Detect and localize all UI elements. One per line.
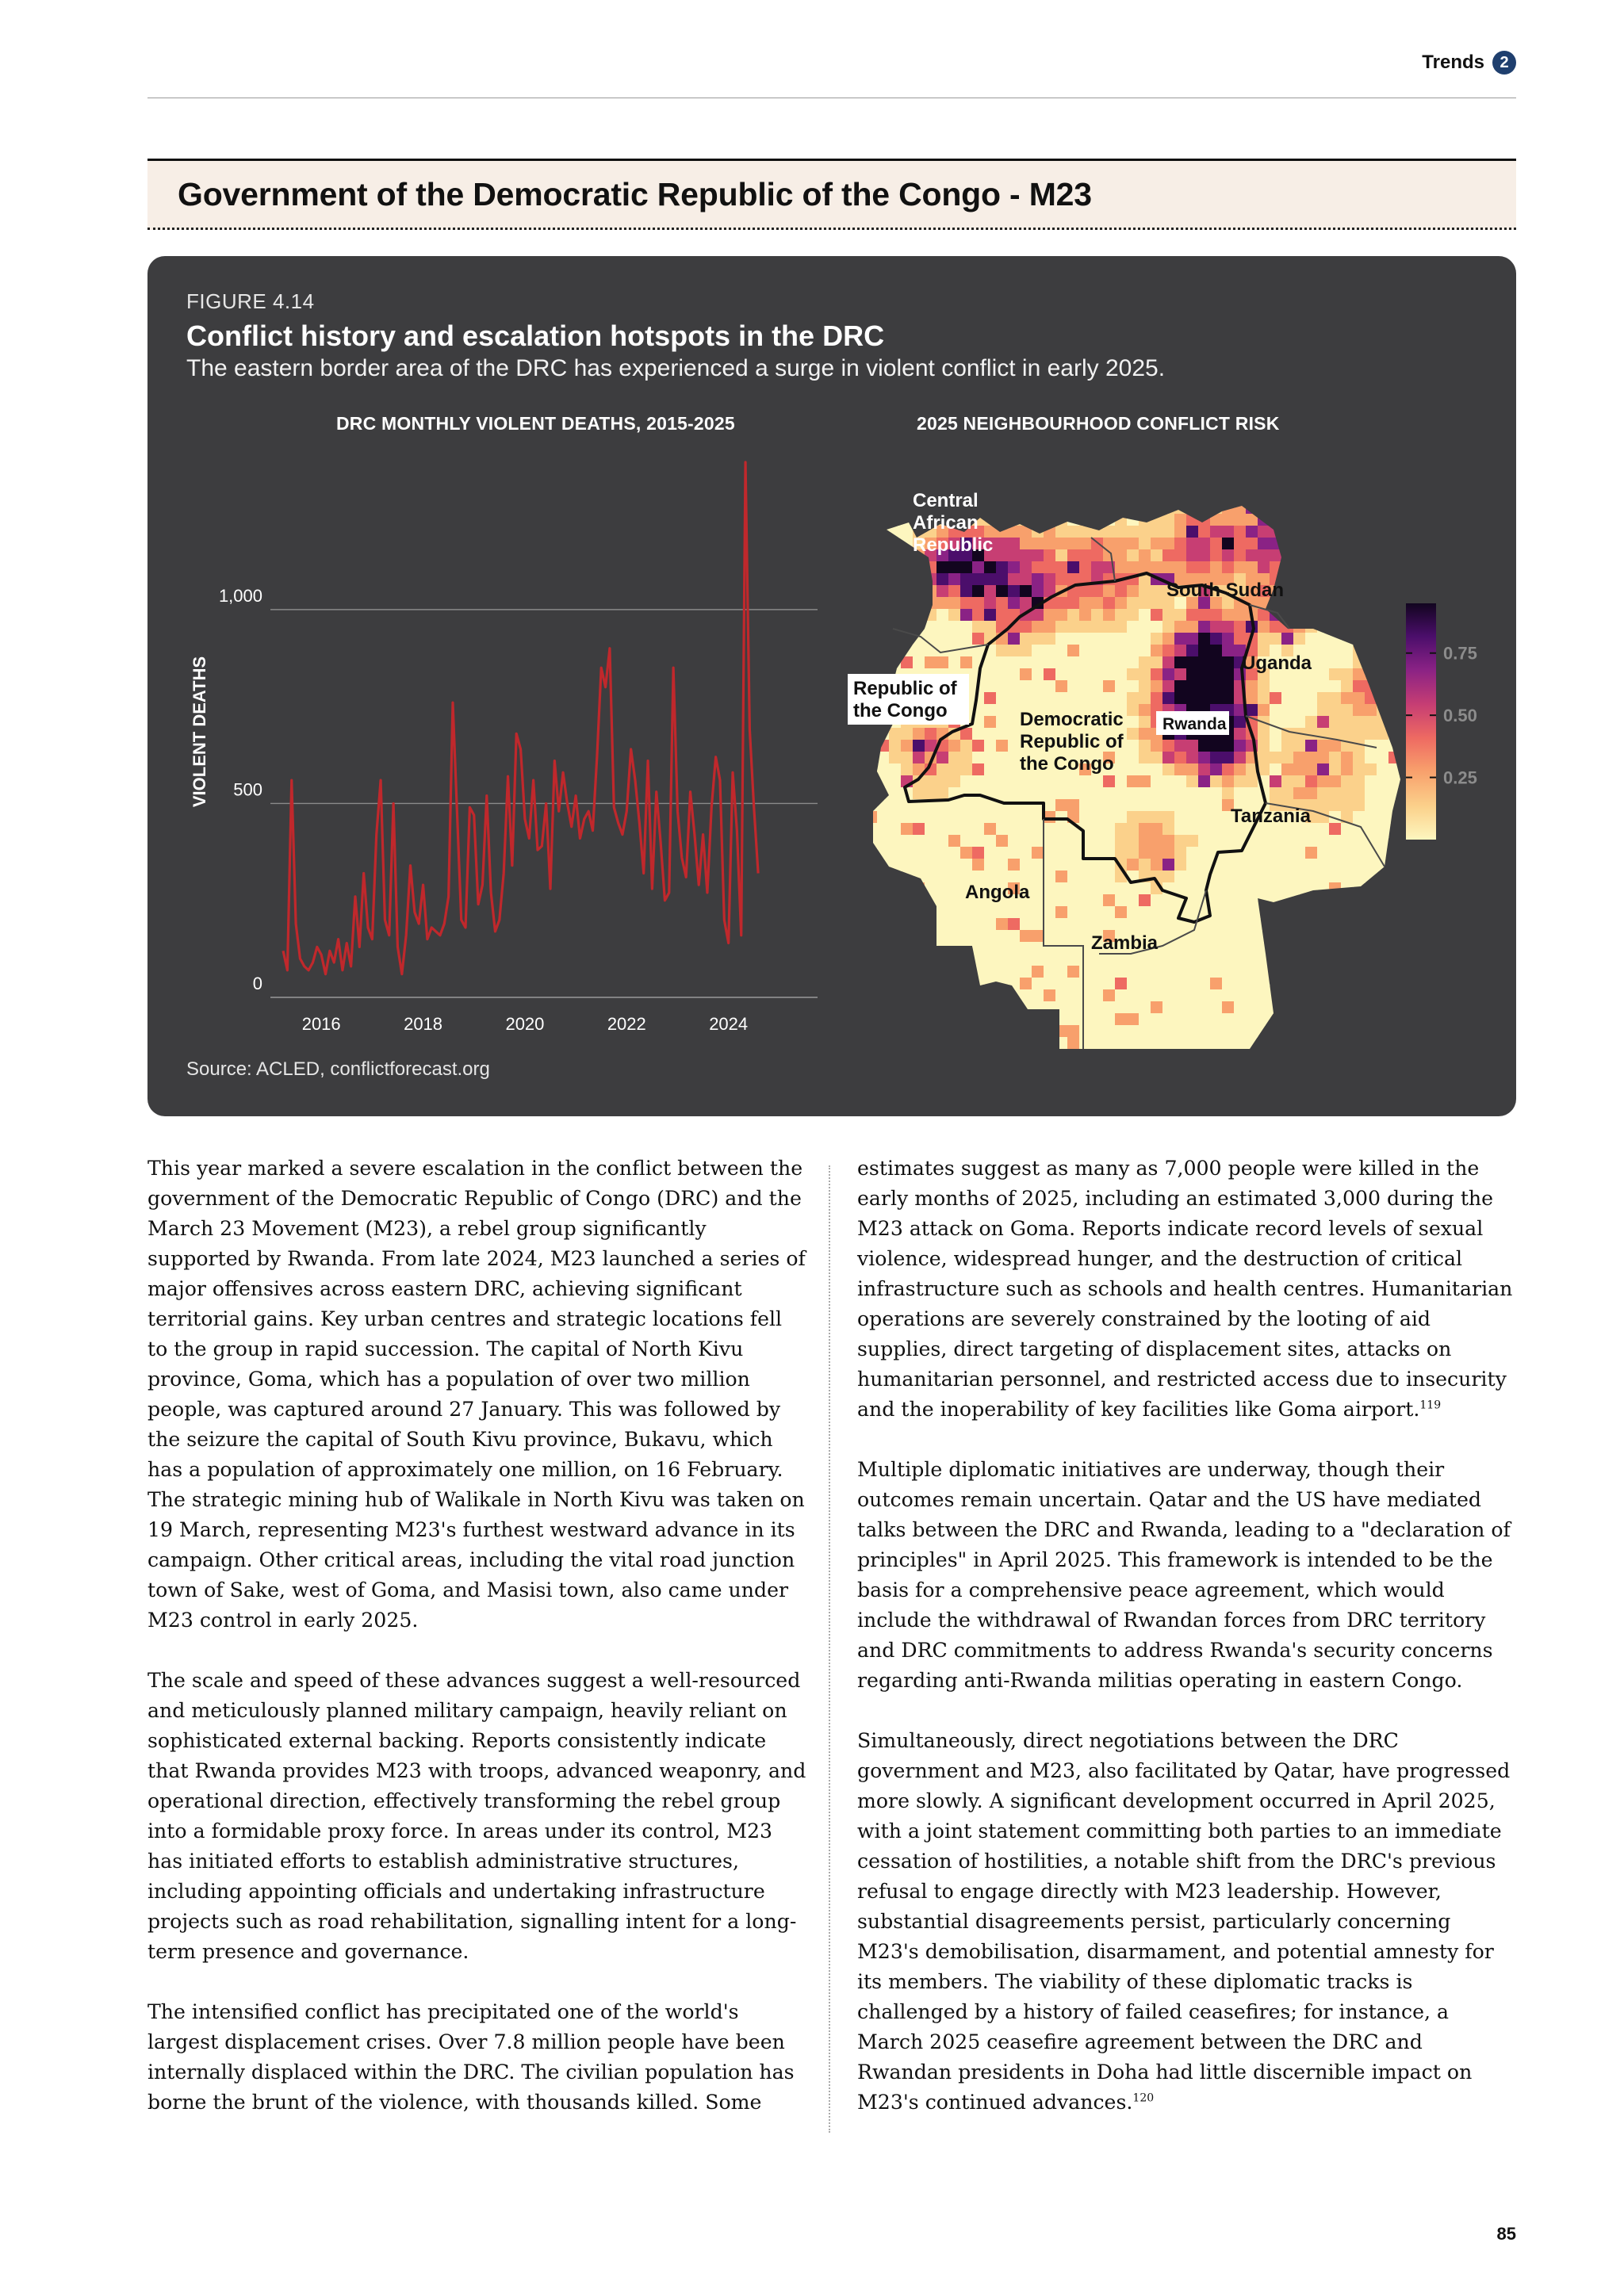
- paragraph: Simultaneously, direct negotiations between the DRC government and M23, also facilitated by Qatar, have progressed more slowly. A significant development occurred in April 2025, with a joint statement committing both parties to an immediate cessation of hostilities, a notable shift from the DRC's previous refusal to engage directly with M23 leadership. However, substantial disagreements persist, particularly concerning M23's demobilisation, disarmament, and potential amnesty for its members. The viability of these diplomatic tracks is challenged by a history of failed ceasefires; for instance, a March 2025 ceasefire agreement between the DRC and Rwandan presidents in Doha had little discernible impact on M23's continued advances.$^{120}$: [857, 1729, 1511, 2114]
- colorbar-tick-label: 0.25: [1443, 767, 1477, 788]
- map-label-uganda: Uganda: [1242, 652, 1312, 674]
- y-tick-label: 1,000: [218, 585, 262, 606]
- colorbar: [1406, 603, 1477, 840]
- map-title: 2025 NEIGHBOURHOOD CONFLICT RISK: [917, 413, 1280, 434]
- footnote-ref[interactable]: 119: [1419, 1399, 1442, 1412]
- footnote-ref[interactable]: 120: [1132, 2091, 1155, 2105]
- figure-source: Source: ACLED, conflictforecast.org: [186, 1058, 490, 1080]
- colorbar-tick-label: 0.75: [1443, 643, 1477, 664]
- y-tick-label: 500: [233, 779, 262, 800]
- y-tick-label: 0: [252, 974, 262, 993]
- x-tick-label: 2024: [709, 1014, 749, 1034]
- body-column-right: [857, 1154, 1517, 2148]
- y-axis-label: VIOLENT DEATHS: [190, 656, 209, 808]
- svg-text:Republic of: Republic of: [1020, 731, 1124, 752]
- x-tick-label: 2016: [301, 1014, 341, 1034]
- x-tick-label: 2020: [505, 1014, 545, 1034]
- figure-title: Conflict history and escalation hotspots in the DRC: [186, 320, 885, 352]
- svg-text:African: African: [913, 512, 979, 534]
- svg-text:the Congo: the Congo: [853, 700, 948, 721]
- figure-panel: [147, 256, 1516, 1116]
- section-title-box: [147, 159, 1516, 230]
- map-label-tanzania: Tanzania: [1231, 806, 1311, 827]
- map-label-angola: Angola: [965, 882, 1030, 903]
- body-column-left: [147, 1154, 807, 2148]
- paragraph: This year marked a severe escalation in the conflict between the government of the Democratic Republic of Congo (DRC) and the March 23 Movement (M23), a rebel group significantly supported by Rwanda. From late 2024, M23 launched a series of major offensives across eastern DRC, achieving significant territorial gains. Key urban centres and strategic locations fell to the group in rapid succession. The capital of North Kivu province, Goma, which has a population of over two million people, was captured around 27 January. This was followed by the seizure the capital of South Kivu province, Bukavu, which has a population of approximately one million, on 16 February. The strategic mining hub of Walikale in North Kivu was taken on 19 March, representing M23's furthest westward advance in its campaign. Other critical areas, including the vital road junction town of Sake, west of Goma, and Masisi town, also came under M23 control in early 2025.: [147, 1157, 806, 1632]
- svg-text:Republic of: Republic of: [853, 678, 957, 699]
- map-label-south-sudan: South Sudan: [1166, 580, 1284, 601]
- running-header: [1422, 51, 1516, 75]
- risk-map: [147, 256, 1516, 1049]
- svg-text:Democratic: Democratic: [1020, 709, 1124, 730]
- svg-text:Republic: Republic: [913, 534, 994, 556]
- paragraph: The intensified conflict has precipitated one of the world's largest displacement crises. Over 7.8 million people have been internally displaced within the DRC. The civilian population has borne the brunt of the violence, with thousands killed. Some: [147, 2000, 795, 2114]
- map-label-zambia: Zambia: [1091, 932, 1159, 954]
- colorbar-tick-label: 0.50: [1443, 706, 1477, 726]
- x-tick-label: 2022: [607, 1014, 646, 1034]
- svg-text:Rwanda: Rwanda: [1162, 715, 1227, 733]
- figure-label: FIGURE 4.14: [186, 289, 315, 313]
- paragraph: estimates suggest as many as 7,000 people were killed in the early months of 2025, including an estimated 3,000 during the M23 attack on Goma. Reports indicate record levels of sexual violence, widespread hunger, and the destruction of critical infrastructure such as schools and health centres. Humanitarian operations are severely constrained by the looting of aid supplies, direct targeting of displacement sites, attacks on humanitarian personnel, and restricted access due to insecurity and the inoperability of key facilities like Goma airport.$^{119}$: [857, 1157, 1513, 1421]
- section-title: Government of the Democratic Republic of the Congo - M23: [178, 175, 1092, 212]
- section-number-badge: 2: [1492, 51, 1516, 75]
- column-divider: [829, 1165, 830, 2133]
- svg-text:Central: Central: [913, 490, 979, 511]
- map-label-roc: [848, 674, 969, 725]
- paragraph: Multiple diplomatic initiatives are underway, though their outcomes remain uncertain. Qatar and the US have mediated talks between the DRC and Rwanda, leading to a "declaration of principles" in April 2025. This framework is intended to be the basis for a comprehensive peace agreement, which would include the withdrawal of Rwandan forces from DRC territory and DRC commitments to address Rwanda's security concerns regarding anti-Rwanda militias operating in eastern Congo.: [857, 1458, 1511, 1692]
- map-label-rwanda: [1156, 711, 1229, 735]
- svg-text:the Congo: the Congo: [1020, 753, 1114, 775]
- paragraph: The scale and speed of these advances suggest a well-resourced and meticulously planned military campaign, heavily reliant on sophisticated external backing. Reports consistently indicate that Rwanda provides M23 with troops, advanced weaponry, and operational direction, effectively transforming the rebel group into a formidable proxy force. In areas under its control, M23 has initiated efforts to establish administrative structures, including appointing officials and undertaking infrastructure projects such as road rehabilitation, signalling intent for a long-term presence and governance.: [147, 1669, 806, 1963]
- page-number: 85: [1496, 2224, 1516, 2244]
- section-label: Trends: [1422, 52, 1484, 73]
- map-label-drc: [1020, 709, 1124, 775]
- figure-subtitle: The eastern border area of the DRC has experienced a surge in violent conflict in early 2025.: [186, 355, 1166, 381]
- x-tick-label: 2018: [404, 1014, 443, 1034]
- chart-title: DRC MONTHLY VIOLENT DEATHS, 2015-2025: [336, 413, 735, 434]
